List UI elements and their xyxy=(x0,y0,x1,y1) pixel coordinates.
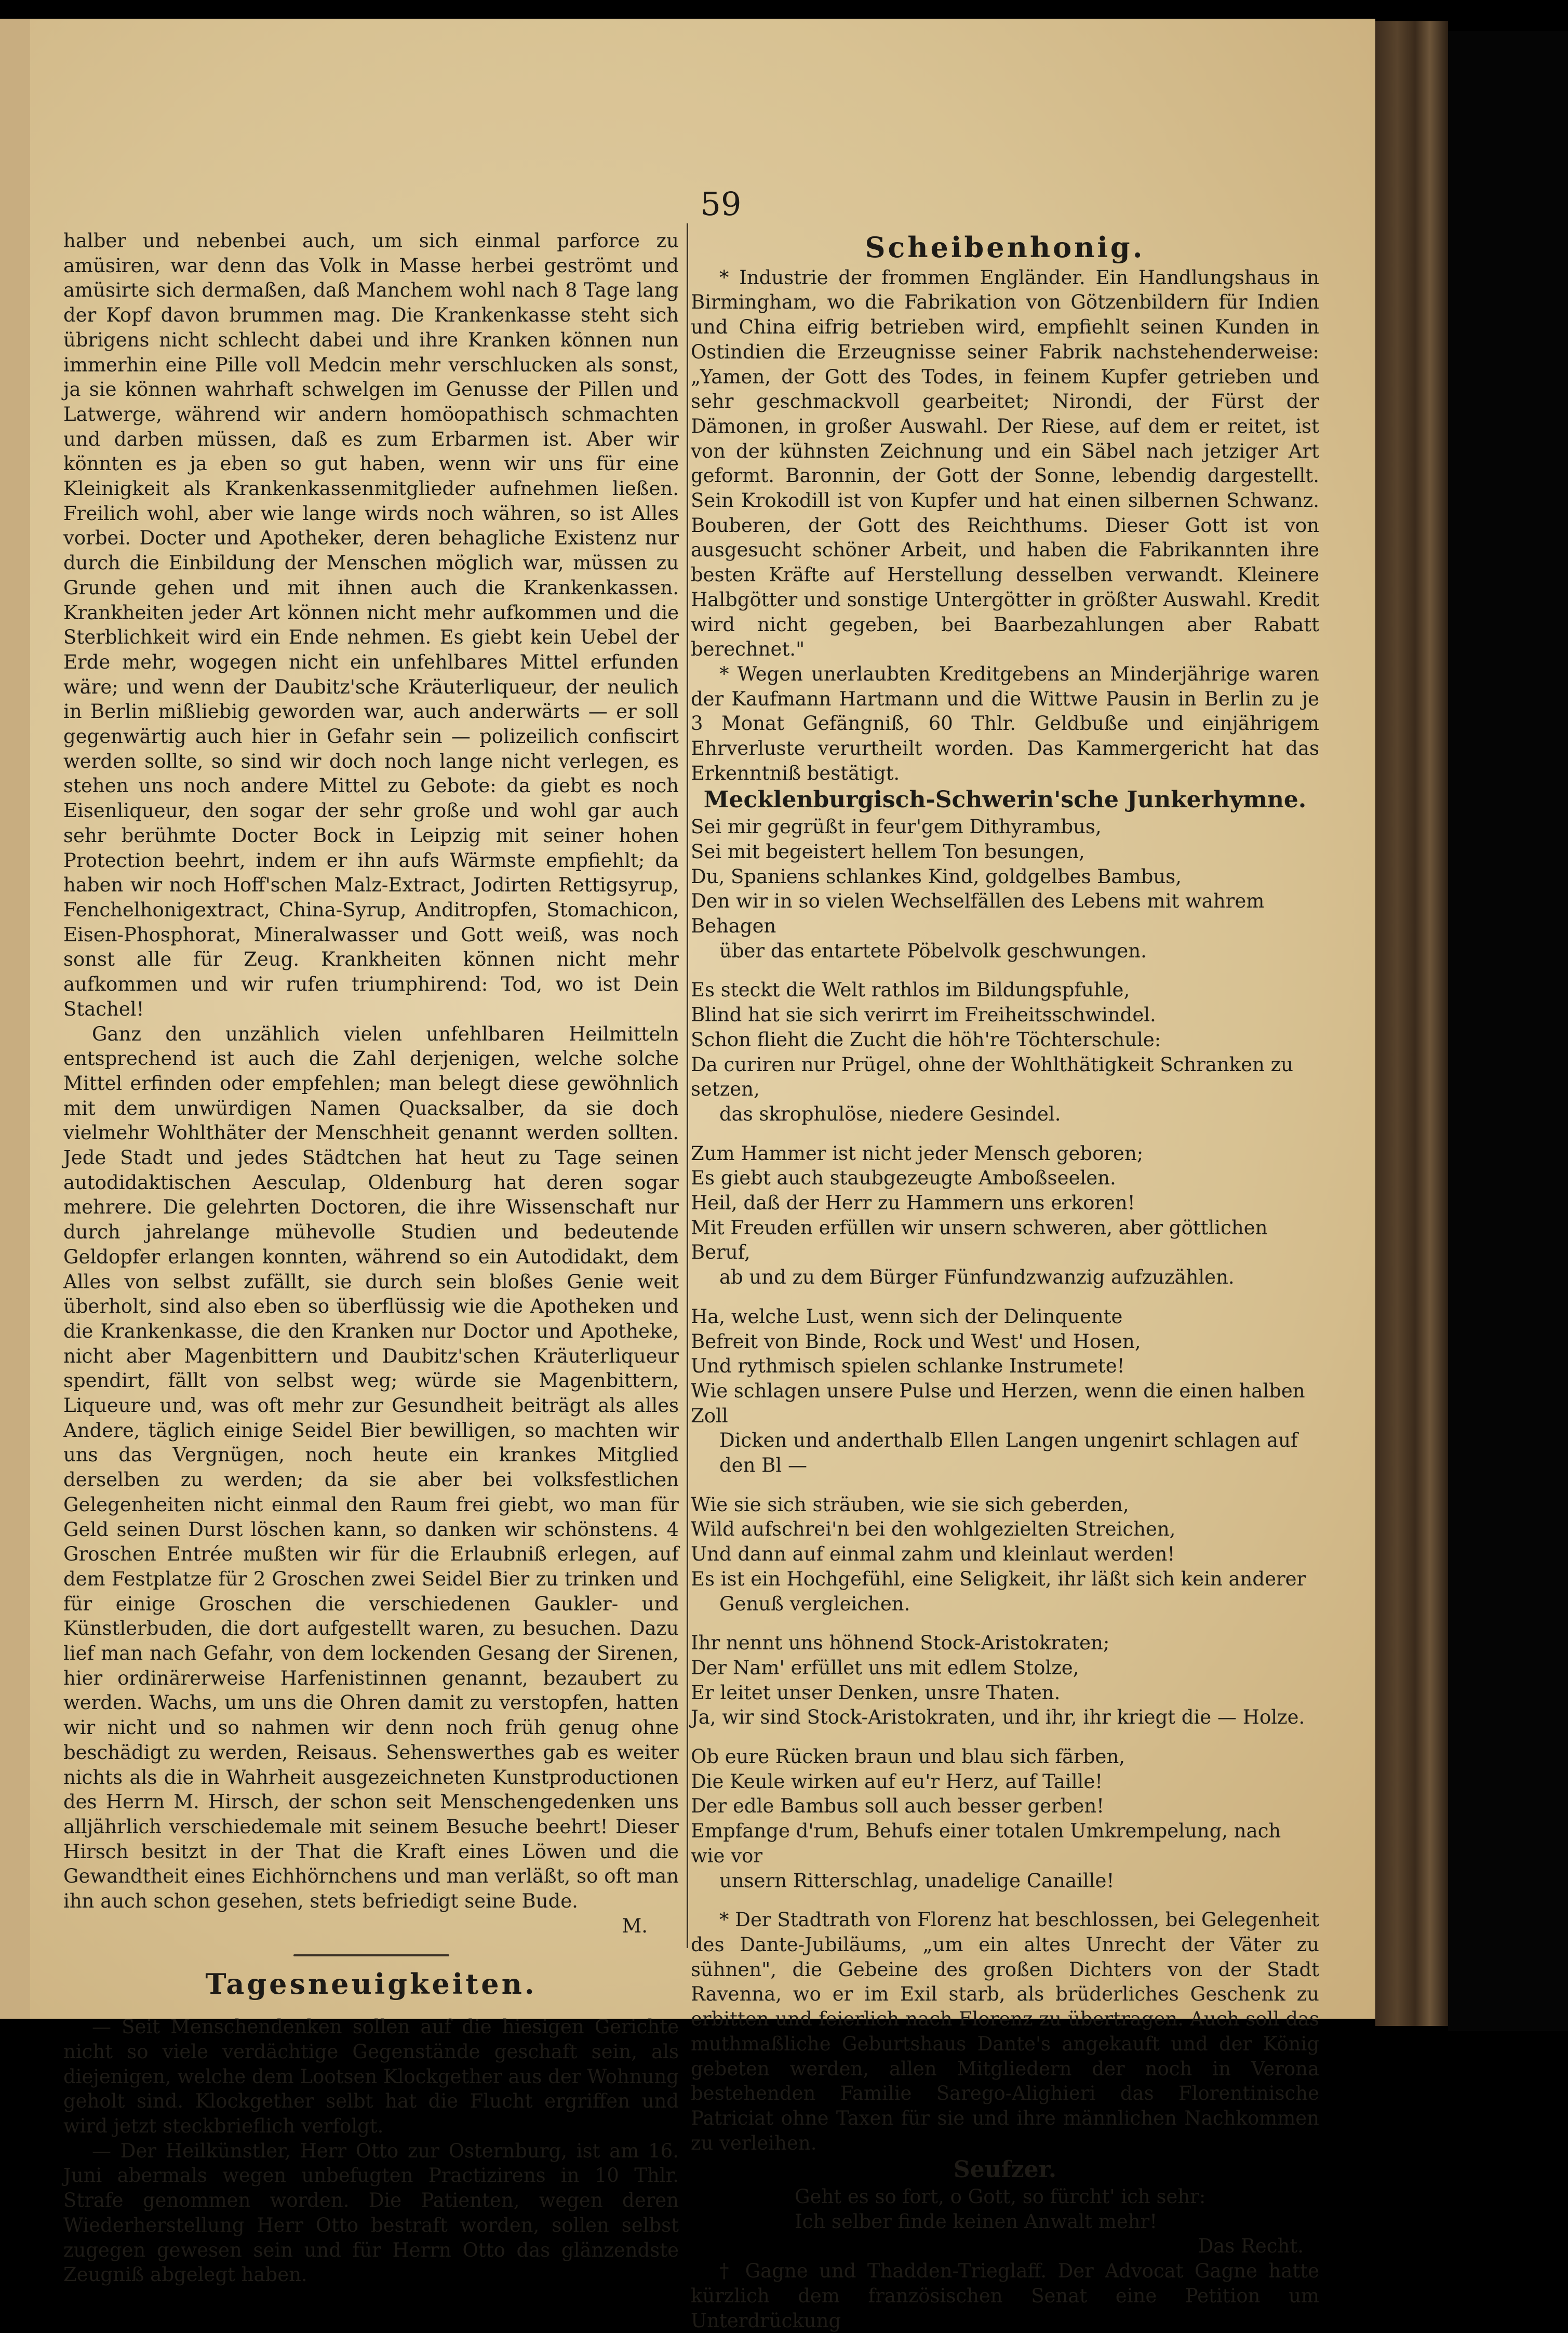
column-divider xyxy=(687,223,688,1948)
poem-line: Wie sie sich sträuben, wie sie sich geberden, xyxy=(691,1493,1129,1516)
poem-line: Blind hat sie sich verirrt im Freiheitsschwindel. xyxy=(691,1004,1156,1026)
poem-stanza xyxy=(691,1141,1319,1290)
poem-line: unsern Ritterschlag, unadelige Canaille! xyxy=(719,1869,1115,1892)
right-column xyxy=(691,231,1319,2333)
section-title-scheibenhonig: Scheibenhonig. xyxy=(865,231,1145,264)
news-item: — Seit Menschendenken sollen auf die hiesigen Gerichte nicht so viele verdächtige Gegenstände geschaft sein, als diejenigen, welche dem Lootsen Klockgether aus der Wohnung geholt sind. Klockgether selbt hat die Flucht ergriffen und wird jetzt steckbrieflich verfolgt. xyxy=(63,2016,679,2138)
article-paragraph: halber und nebenbei auch, um sich einmal parforce zu amüsiren, war denn das Volk in Masse herbei geströmt und amüsirte sich dermaßen, daß Manchem wohl nach 8 Tage lang der Kopf davon brummen mag. Die Krankenkasse steht sich übrigens nicht schlecht dabei und ihre Kranken können nun immerhin eine Pille voll Medcin mehr verschlucken als sonst, ja sie können wahrhaft schwelgen im Genusse der Pillen und Latwerge, während wir andern homöopathisch schmachten und darben müssen, daß es zum Erbarmen ist. Aber wir könnten es ja eben so gut haben, wenn wir uns für eine Kleinigkeit als Krankenkassenmitglieder aufnehmen ließen. Freilich wohl, aber wie lange wirds noch währen, so ist Alles vorbei. Docter und Apotheker, deren behagliche Existenz nur durch die Einbildung der Menschen möglich war, müssen zu Grunde gehen und mit ihnen auch die Krankenkassen. Krankheiten jeder Art können nicht mehr aufkommen und die Sterblichkeit wird ein Ende nehmen. Es giebt kein Uebel der Erde mehr, wogegen nicht ein unfehlbares Mittel erfunden wäre; und wenn der Daubitz'sche Kräuterliqueur, der neulich in Berlin mißliebig geworden war, auch anderwärts — er soll gegenwärtig auch hier in Gefahr sein — polizeilich confiscirt werden sollte, so sind wir doch noch lange nicht verlegen, es stehen uns noch andere Mittel zu Gebote: da giebt es noch Eisenliqueur, den sogar der sehr große und wohl gar auch sehr berühmte Docter Bock in Leipzig mit seiner hohen Protection beehrt, indem er ihn aufs Wärmste empfiehlt; da haben wir noch Hoff'schen Malz-Extract, Jodirten Rettigsyrup, Fenchelhonigextract, China-Syrup, Anditropfen, Stomachicon, Eisen-Phosphorat, Mineralwasser und Gott weiß, was noch sonst alle für Zeug. Krankheiten können nicht mehr aufkommen und wir rufen triumphirend: Tod, wo ist Dein Stachel! xyxy=(63,230,679,1020)
poem-line: das skrophulöse, niedere Gesindel. xyxy=(719,1102,1061,1125)
poem-stanza xyxy=(691,1631,1319,1730)
scan-background xyxy=(1448,31,1568,2031)
poem-stanza xyxy=(691,1492,1319,1617)
sigh-line: Geht es so fort, o Gott, so fürcht' ich sehr: xyxy=(795,2185,1206,2208)
poem-line: Der edle Bambus soll auch besser gerben! xyxy=(691,1795,1105,1818)
poem-line: Es ist ein Hochgefühl, eine Seligkeit, ihr läßt sich kein anderer xyxy=(691,1567,1306,1590)
poem-line: über das entartete Pöbelvolk geschwungen. xyxy=(719,939,1147,962)
article-paragraph: Ganz den unzählich vielen unfehlbaren Heilmitteln entsprechend ist auch die Zahl derjenigen, welche solche Mittel erfinden oder empfehlen; man belegt diese gewöhnlich mit dem unwürdigen Namen Quacksalber, da sie doch vielmehr Wohlthäter der Menschheit genannt werden sollten. Jede Stadt und jedes Städtchen hat heut zu Tage seinen autodidaktischen Aesculap, Oldenburg hat deren sogar mehrere. Die gelehrten Doctoren, die ihre Wissenschaft nur durch jahrelange mühevolle Studien und bedeutende Geldopfer erlangen konnten, während so ein Autodidakt, dem Alles von selbst zufällt, sie durch sein bloßes Genie weit überholt, sind also eben so überflüssig wie die Apotheken und die Krankenkasse, die den Kranken nur Doctor und Apotheke, nicht aber Magenbittern und Daubitz'schen Kräuterliqueur spendirt, fällt von selbst weg; würde sie Magenbittern, Liqueure und, was oft mehr zur Gesundheit beiträgt als alles Andere, täglich einige Seidel Bier bewilligen, so machten wir uns das Vergnügen, noch heute ein krankes Mitglied derselben zu werden; da sie aber bei volksfestlichen Gelegenheiten nicht einmal den Raum frei giebt, wo man für Geld seinen Durst löschen kann, so danken wir schönstens. 4 Groschen Entrée mußten wir für die Erlaubniß erlegen, auf dem Festplatze für 2 Groschen zwei Seidel Bier zu trinken und für einige Groschen die verschiedenen Gaukler- und Künstlerbuden, die dort aufgestellt waren, zu besuchen. Dazu lief man nach Gefahr, von dem lockenden Gesang der Sirenen, hier ordinärerweise Harfenistinnen genannt, bezaubert zu werden. Wachs, um uns die Ohren damit zu verstopfen, hatten wir nicht und so nahmen wir denn noch früh genug ohne beschädigt zu werden, Reisaus. Sehenswerthes gab es weiter nichts als die in Wahrheit ausgezeichneten Kunstproductionen des Herrn M. Hirsch, der schon seit Menschengedenken uns alljährlich verschiedemale mit seinem Besuche beehrt! Dieser Hirsch besitzt in der That die Kraft eines Löwen und die Gewandtheit eines Eichhörnchens und man verläßt, so oft man ihn auch schon gesehen, stets befriedigt seine Bude. xyxy=(63,1022,679,1913)
poem-line: Mit Freuden erfüllen wir unsern schweren, aber göttlichen Beruf, xyxy=(691,1216,1268,1264)
left-column xyxy=(63,229,679,2287)
news-item: * Wegen unerlaubten Kreditgebens an Minderjährige waren der Kaufmann Hartmann und die Wittwe Pausin in Berlin zu je 3 Monat Gefängniß, 60 Thlr. Geldbuße und einjährigem Ehrverluste verurtheilt worden. Das Kammergericht hat das Erkenntniß bestätigt. xyxy=(691,662,1319,784)
poem-line: Heil, daß der Herr zu Hammern uns erkoren! xyxy=(691,1192,1135,1215)
poem-line: Ha, welche Lust, wenn sich der Delinquente xyxy=(691,1305,1123,1328)
section-title-tagesneuigkeiten: Tagesneuigkeiten. xyxy=(205,1967,537,2001)
poem xyxy=(691,815,1319,1893)
poem-stanza xyxy=(691,1744,1319,1893)
poem-line: Der Nam' erfüllet uns mit edlem Stolze, xyxy=(691,1656,1079,1679)
sigh-line: Ich selber finde keinen Anwalt mehr! xyxy=(795,2210,1158,2233)
poem-line: Da curiren nur Prügel, ohne der Wohlthätigkeit Schranken zu setzen, xyxy=(691,1053,1293,1101)
previous-page-edge xyxy=(0,19,33,2019)
poem-line: Den wir in so vielen Wechselfällen des Lebens mit wahrem Behagen xyxy=(691,890,1265,937)
poem-stanza xyxy=(691,978,1319,1126)
poem-stanza xyxy=(691,815,1319,963)
poem-line: Wild aufschrei'n bei den wohlgezielten Streichen, xyxy=(691,1518,1176,1541)
sigh-title: Seufzer. xyxy=(953,2156,1057,2183)
poem-line: Und rythmisch spielen schlanke Instrumete! xyxy=(691,1355,1125,1378)
article-signature: M. xyxy=(622,1914,648,1937)
poem-line: Ja, wir sind Stock-Aristokraten, und ihr, ihr kriegt die — Holze. xyxy=(691,1706,1305,1729)
poem-line: Empfange d'rum, Behufs einer totalen Umkrempelung, nach wie vor xyxy=(691,1820,1281,1867)
poem-line: Dicken und anderthalb Ellen Langen ungenirt schlagen auf den Bl — xyxy=(719,1429,1298,1477)
poem-line: Ihr nennt uns höhnend Stock-Aristokraten; xyxy=(691,1632,1110,1655)
poem-line: Es giebt auch staubgezeugte Amboßseelen. xyxy=(691,1167,1116,1190)
poem-line: Wie schlagen unsere Pulse und Herzen, wenn die einen halben Zoll xyxy=(691,1379,1305,1427)
poem-line: Und dann auf einmal zahm und kleinlaut werden! xyxy=(691,1543,1175,1566)
poem-line: Sei mir gegrüßt in feur'gem Dithyrambus, xyxy=(691,816,1102,838)
news-item: — Der Heilkünstler, Herr Otto zur Osternburg, ist am 16. Juni abermals wegen unbefugten Practizirens in 10 Thlr. Strafe genommen worden. Die Patienten, wegen deren Wiederherstellung Herr Otto bestraft worden, sollen selbst zugegen gewesen sein und für Herrn Otto das glänzendste Zeugniß abgelegt haben. xyxy=(63,2139,679,2286)
page-number: 59 xyxy=(700,185,742,223)
poem-title: Mecklenburgisch-Schwerin'sche Junkerhymne. xyxy=(703,786,1307,814)
poem-line: Ob eure Rücken braun und blau sich färben, xyxy=(691,1745,1125,1768)
poem-line: Zum Hammer ist nicht jeder Mensch geboren; xyxy=(691,1142,1144,1165)
poem-line: ab und zu dem Bürger Fünfundzwanzig aufzuzählen. xyxy=(719,1266,1235,1289)
poem-line: Er leitet unser Denken, unsre Thaten. xyxy=(691,1681,1061,1704)
poem-line: Du, Spaniens schlankes Kind, goldgelbes Bambus, xyxy=(691,865,1182,888)
book-spine xyxy=(1375,21,1448,2026)
separator-rule xyxy=(293,1954,449,1956)
poem-stanza xyxy=(691,1304,1319,1478)
poem-line: Schon flieht die Zucht die höh're Töchterschule: xyxy=(691,1028,1161,1051)
poem-line: Sei mit begeistert hellem Ton besungen, xyxy=(691,840,1085,863)
poem-line: Genuß vergleichen. xyxy=(719,1592,910,1615)
news-item: † Gagne und Thadden-Trieglaff. Der Advocat Gagne hatte kürzlich dem französischen Senat eine Petition um Unterdrückung xyxy=(691,2260,1319,2332)
news-item: * Der Stadtrath von Florenz hat beschlossen, bei Gelegenheit des Dante-Jubiläums, „um ein altes Unrecht der Väter zu sühnen", die Gebeine des großen Dichters von der Stadt Ravenna, wo er im Exil starb, als brüderliches Geschenk zu erbitten und feierlich nach Florenz zu übertragen. Auch soll das muthmaßliche Geburtshaus Dante's angekauft und der König gebeten werden, allen Mitgliedern der noch in Verona bestehenden Familie Sarego-Alighieri das Florentinische Patriciat ohne Taxen für sie und ihre männlichen Nachkommen zu verleihen. xyxy=(691,1909,1319,2154)
poem-line: Befreit von Binde, Rock und West' und Hosen, xyxy=(691,1330,1141,1353)
poem-line: Es steckt die Welt rathlos im Bildungspfuhle, xyxy=(691,979,1130,1002)
poem-line: Die Keule wirken auf eu'r Herz, auf Taille! xyxy=(691,1770,1103,1793)
news-item: * Industrie der frommen Engländer. Ein Handlungshaus in Birmingham, wo die Fabrikation von Götzenbildern für Indien und China eifrig betrieben wird, empfiehlt seinen Kunden in Ostindien die Erzeugnisse seiner Fabrik nachstehenderweise: „Yamen, der Gott des Todes, in feinem Kupfer getrieben und sehr geschmackvoll gearbeitet; Nirondi, der Fürst der Dämonen, in großer Auswahl. Der Riese, auf dem er reitet, ist von der kühnsten Zeichnung und ein Säbel nach jetziger Art geformt. Baronnin, der Gott der Sonne, lebendig dargestellt. Sein Krokodill ist von Kupfer und hat einen silbernen Schwanz. Bouberen, der Gott des Reichthums. Dieser Gott ist von ausgesucht schöner Arbeit, und haben die Fabrikannten ihre besten Kräfte auf Herstellung desselben verwandt. Kleinere Halbgötter und sonstige Untergötter in größter Auswahl. Kredit wird nicht gegeben, bei Baarbezahlungen aber Rabatt berechnet." xyxy=(691,266,1319,661)
sigh-signature: Das Recht. xyxy=(1198,2235,1304,2258)
